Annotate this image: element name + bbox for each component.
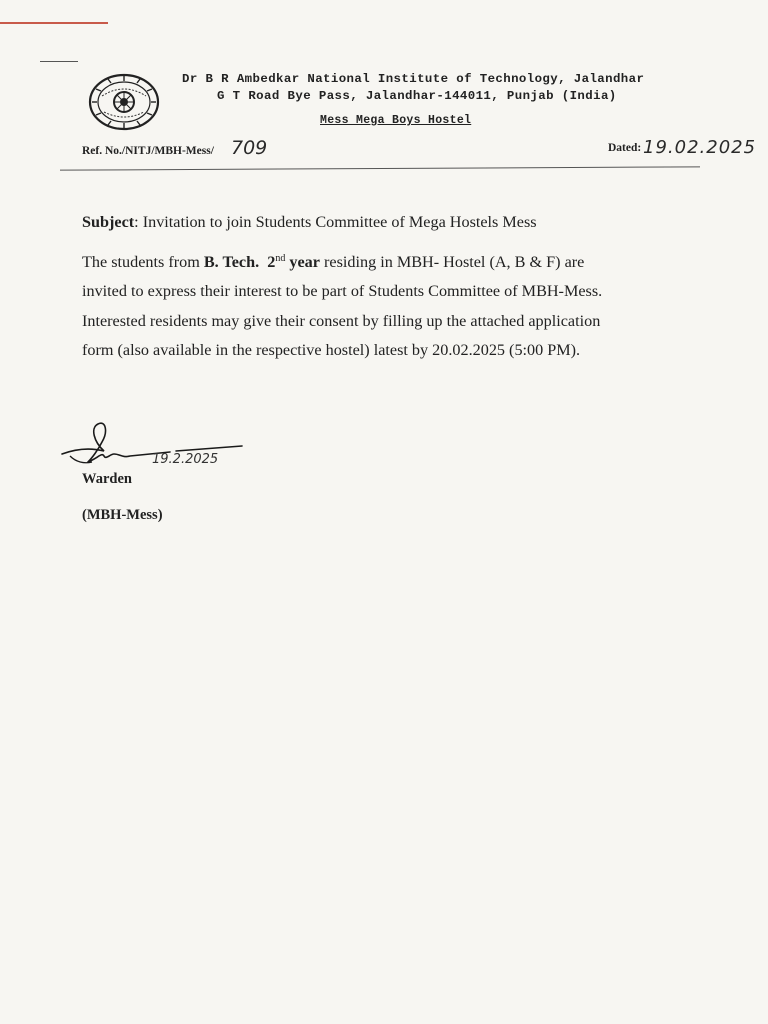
signatory-unit: (MBH-Mess): [82, 507, 163, 523]
subject-text: : Invitation to join Students Committee of Mega Hostels Mess: [134, 213, 537, 231]
warden-signature: [58, 418, 248, 476]
signature-date: 19.2.2025: [152, 452, 219, 467]
reference-number: 709: [231, 137, 268, 159]
institute-seal-logo: [82, 72, 166, 132]
ordinal-suffix: nd: [275, 253, 286, 264]
year-word: year: [289, 253, 320, 271]
course-name: B. Tech.: [203, 253, 260, 271]
office-name: Mess Mega Boys Hostel: [320, 114, 472, 127]
dated-label: Dated:: [608, 142, 642, 154]
header-divider: [60, 166, 700, 170]
year-number: 2: [267, 253, 276, 271]
reference-label: Ref. No./NITJ/MBH-Mess/: [82, 145, 214, 157]
body-paragraph: [82, 248, 707, 366]
margin-mark: [40, 61, 78, 62]
institute-name: Dr B R Ambedkar National Institute of Technology, Jalandhar: [182, 72, 645, 86]
signatory-title: Warden: [82, 471, 132, 487]
paragraph-line: form (also available in the respective hostel) latest by 20.02.2025 (5:00 PM).: [82, 341, 581, 360]
subject-line: [82, 213, 537, 232]
subject-label: Subject: [82, 213, 135, 231]
dated-value: 19.02.2025: [643, 137, 757, 158]
paragraph-line: invited to express their interest to be part of Students Committee of MBH-Mess.: [82, 282, 603, 301]
top-edge-rule: [0, 22, 108, 24]
paragraph-line: The students from B. Tech. 2nd year residing in MBH- Hostel (A, B & F) are: [82, 253, 585, 271]
paragraph-line: Interested residents may give their consent by filling up the attached application: [82, 311, 601, 330]
institute-address: G T Road Bye Pass, Jalandhar-144011, Punjab (India): [217, 89, 617, 103]
